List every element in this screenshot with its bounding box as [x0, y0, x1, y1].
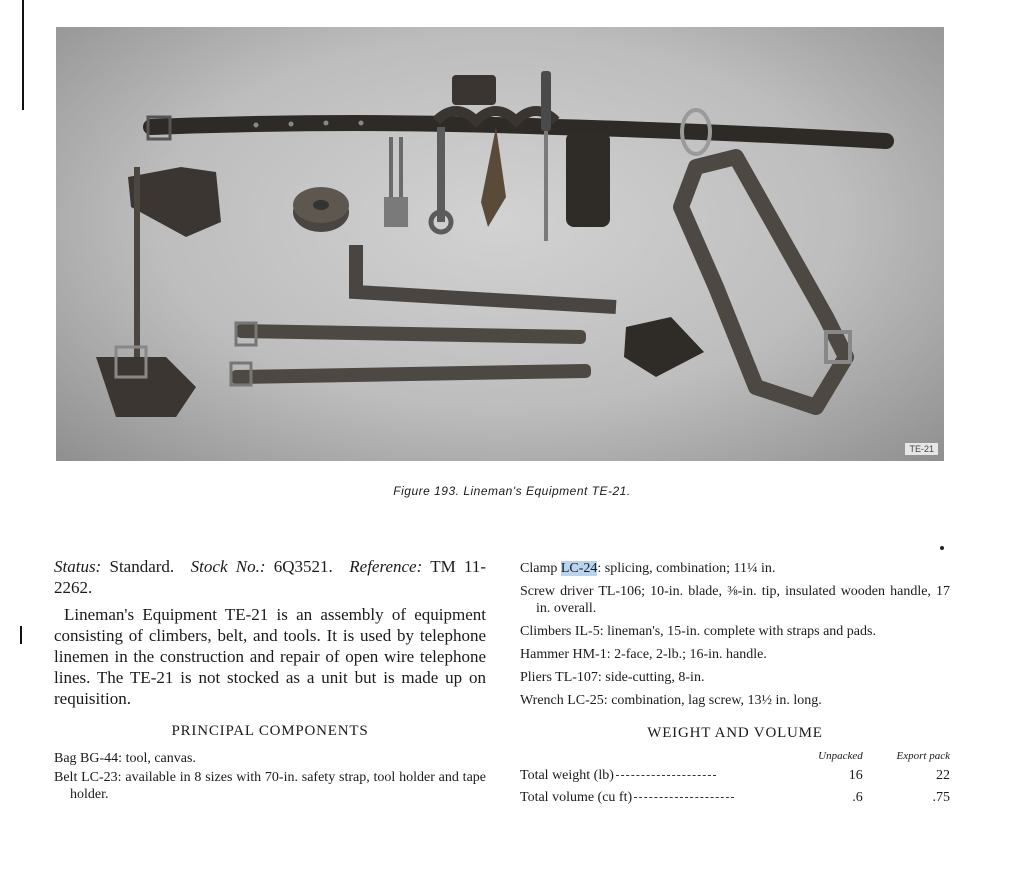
photo-tag: TE-21: [905, 443, 938, 455]
col-export: Export pack: [896, 750, 950, 762]
component-item: Hammer HM-1: 2-face, 2-lb.; 16-in. handle.: [520, 647, 767, 662]
scan-edge-mark-mid: [20, 626, 22, 644]
margin-dot: [940, 546, 944, 550]
col-unpacked: Unpacked: [818, 750, 863, 762]
figure-caption: Figure 193. Lineman's Equipment TE-21.: [393, 484, 631, 498]
stock-value: 6Q3521.: [273, 557, 333, 576]
table-row: Total volume (cu ft) .6 .75: [520, 790, 950, 805]
component-item: Climbers IL-5: lineman's, 15-in. complete with straps and pads.: [520, 624, 876, 639]
component-item: Screw driver TL-106; 10-in. blade, ⅜-in. tip, insulated wooden handle, 17 in. overall.: [520, 584, 950, 616]
equipment-illustration: [56, 27, 944, 461]
component-item: Wrench LC-25: combination, lag screw, 13½ in. long.: [520, 693, 822, 708]
highlighted-text[interactable]: LC-24: [560, 561, 598, 576]
reference-label: Reference:: [349, 557, 423, 576]
component-item: Bag BG-44: tool, canvas.: [54, 751, 196, 766]
reference-value: TM 11-2262.: [54, 557, 486, 597]
left-column: [54, 556, 486, 805]
scan-edge-mark-top: [22, 0, 24, 110]
status-value: Standard.: [109, 557, 175, 576]
equipment-photo: [56, 27, 944, 461]
description-text: Lineman's Equipment TE-21 is an assembly of equipment consisting of climbers, belt, and tools. It is used by telephone linemen in the construction and repair of open wire telephone lines. The TE-21 is not stocked as a unit but is made up on requisition.: [54, 605, 486, 708]
component-item: Pliers TL-107: side-cutting, 8-in.: [520, 670, 705, 685]
principal-components-heading: PRINCIPAL COMPONENTS: [171, 723, 369, 739]
status-label: Status:: [54, 557, 102, 576]
right-column: [520, 560, 950, 810]
weight-volume-table: [520, 750, 950, 810]
weight-volume-heading: WEIGHT AND VOLUME: [647, 725, 823, 741]
status-line: [54, 556, 486, 598]
component-item-clamp: Clamp LC-24: splicing, combination; 11¼ in.: [520, 561, 776, 576]
table-header-row: [520, 750, 950, 766]
component-item: Belt LC-23: available in 8 sizes with 70-in. safety strap, tool holder and tape holder.: [54, 770, 486, 802]
table-row: Total weight (lb) 16 22: [520, 768, 950, 783]
stock-label: Stock No.:: [190, 557, 266, 576]
description-paragraph: [54, 604, 486, 709]
